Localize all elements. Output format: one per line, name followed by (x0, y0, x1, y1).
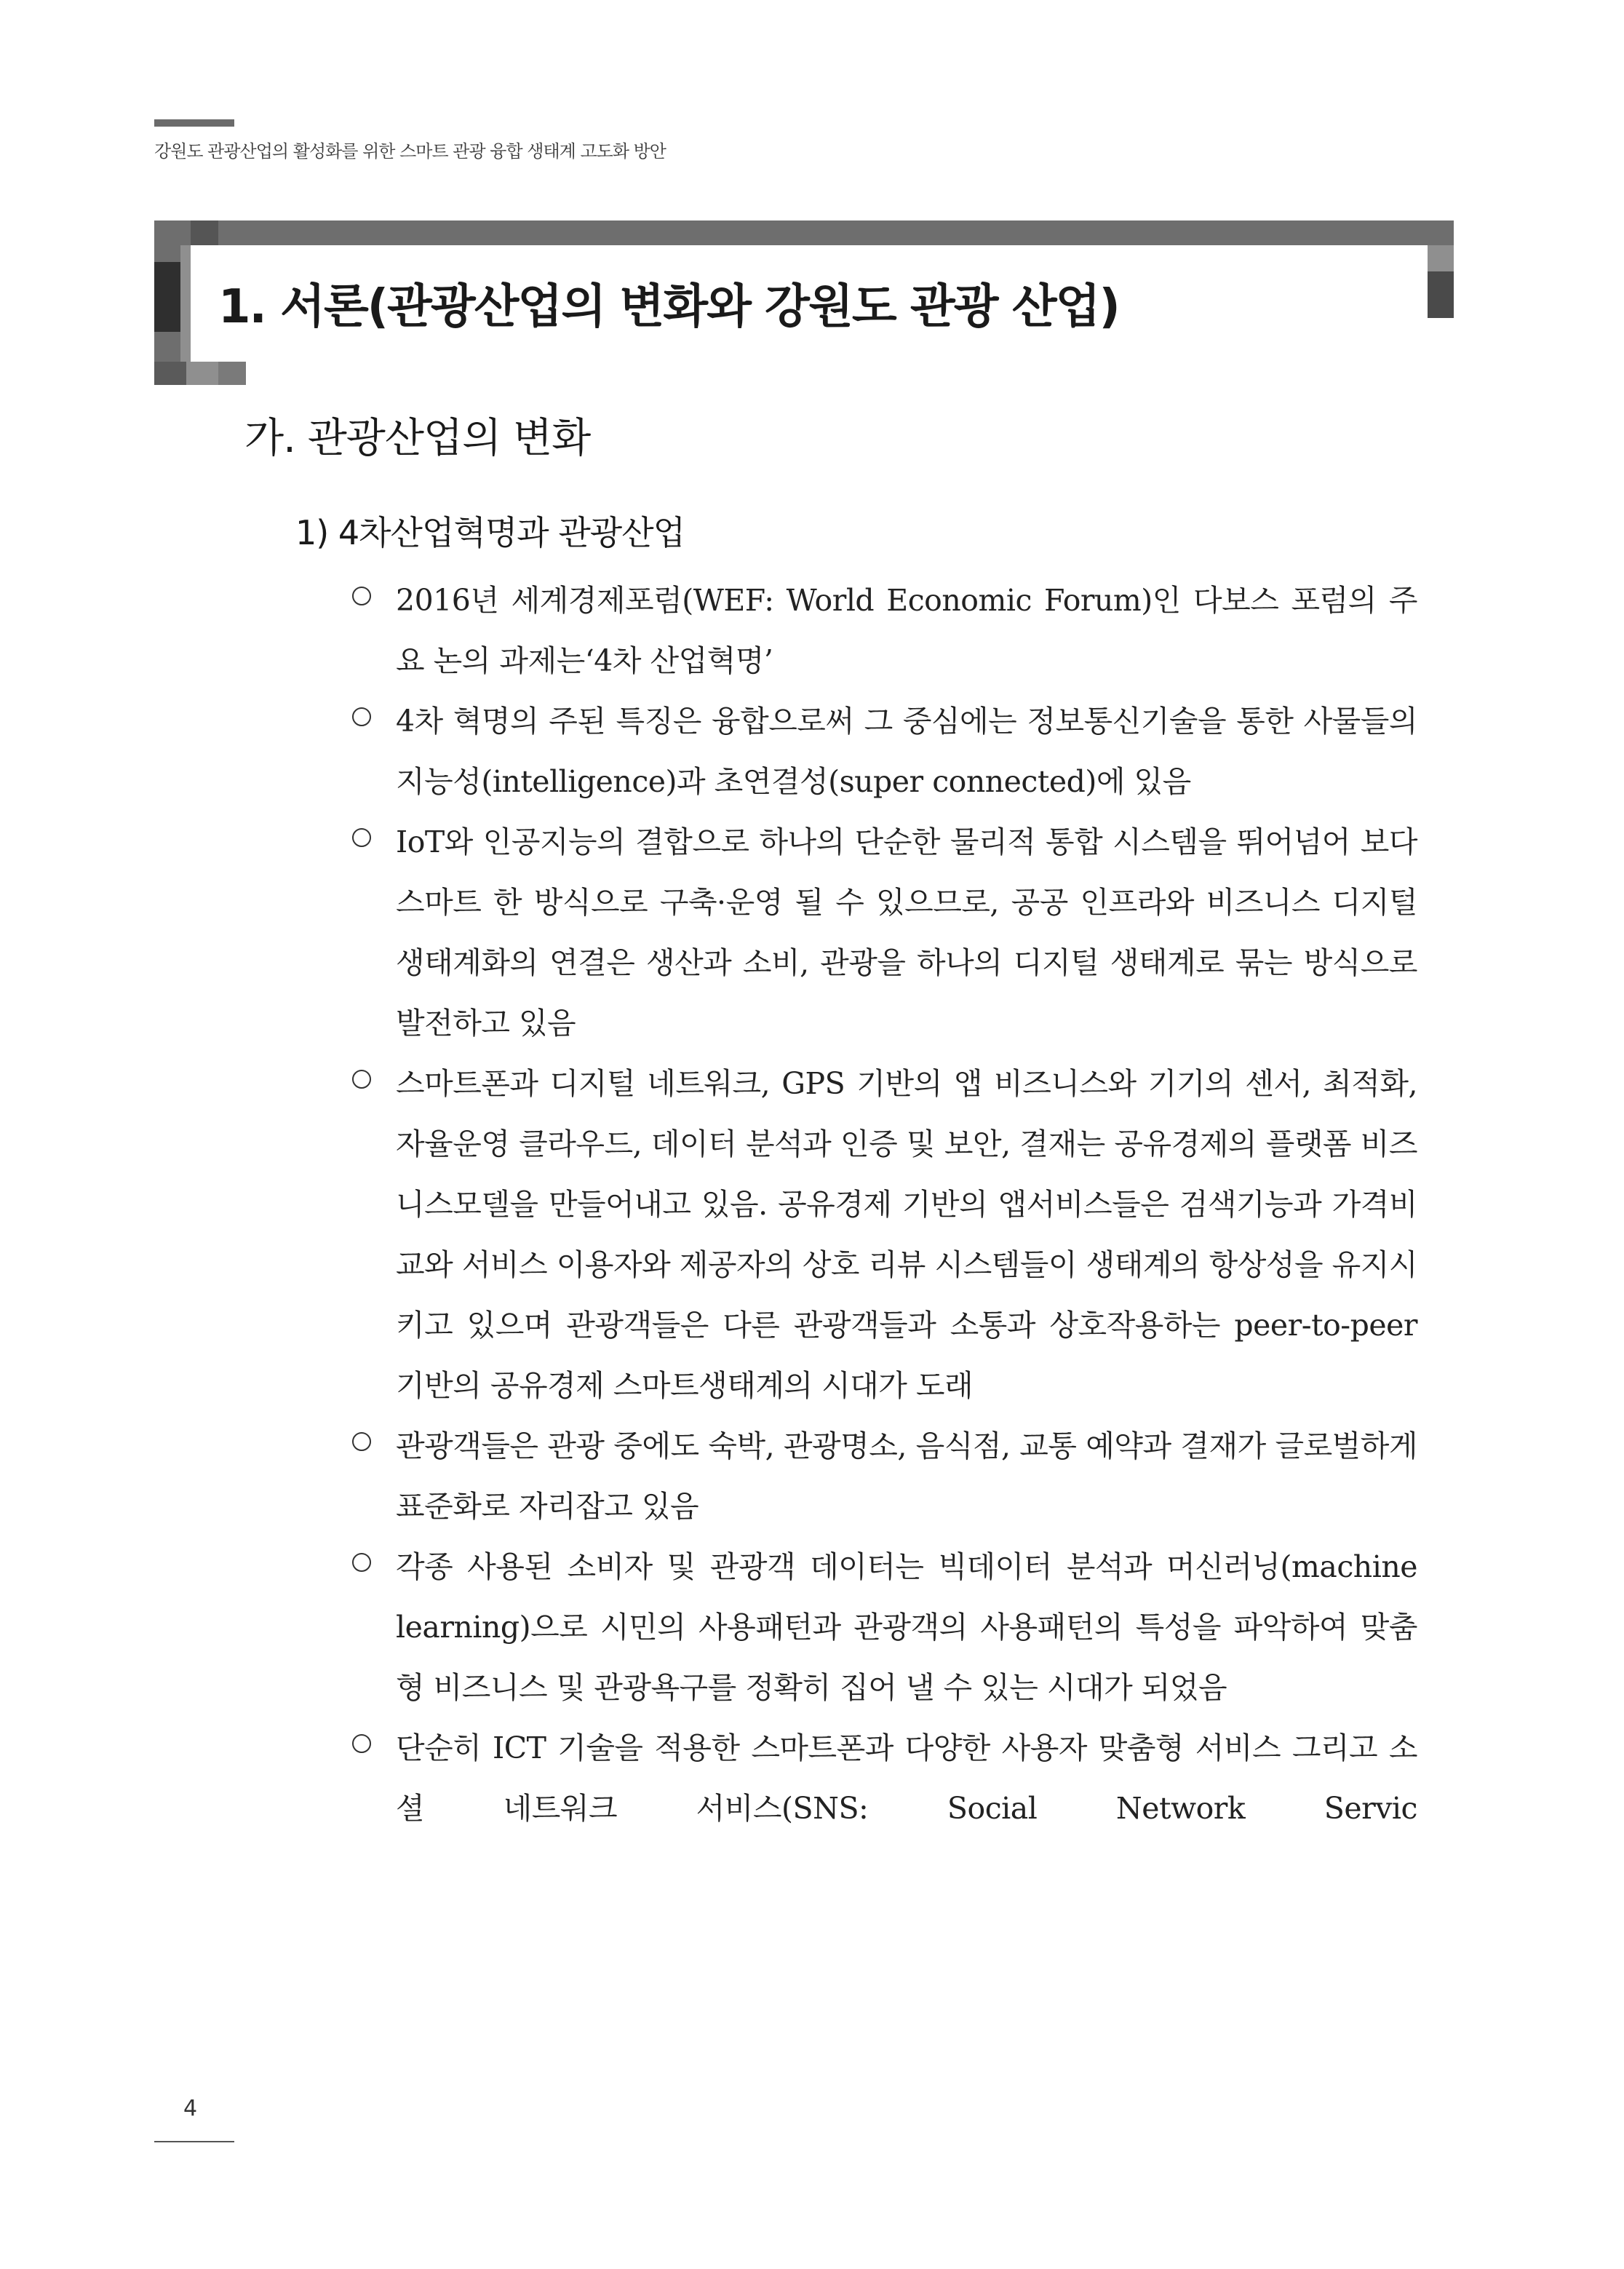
chapter-title: 1. 서론(관광산업의 변화와 강원도 관광 산업) (218, 280, 1119, 334)
bullet-item (342, 571, 1417, 691)
bullet-list (342, 571, 1417, 1839)
circle-bullet-icon (352, 1553, 371, 1572)
bullet-item (342, 812, 1417, 1054)
section-heading: 가. 관광산업의 변화 (244, 415, 591, 462)
footer-rule (154, 2141, 234, 2142)
chapter-frame-bottom-dark (154, 362, 186, 385)
circle-bullet-icon (352, 587, 371, 605)
subsection-heading: 1) 4차산업혁명과 관광산업 (295, 513, 685, 552)
bullet-text: 단순히 ICT 기술을 적용한 스마트폰과 다양한 사용자 맞춤형 서비스 그리고 소셜 네트워크 서비스(SNS: Social Network Servic (396, 1730, 1417, 1826)
chapter-frame-bottom-mid (218, 362, 246, 385)
running-header: 강원도 관광산업의 활성화를 위한 스마트 관광 융합 생태계 고도화 방안 (154, 141, 666, 162)
bullet-item (342, 1054, 1417, 1416)
bullet-text: 관광객들은 관광 중에도 숙박, 관광명소, 음식점, 교통 예약과 결재가 글로벌하게 표준화로 자리잡고 있음 (396, 1428, 1417, 1524)
chapter-frame-left-dark (154, 262, 180, 332)
bullet-item (342, 1718, 1417, 1839)
bullet-text: 2016년 세계경제포럼(WEF: World Economic Forum)인 다보스 포럼의 주요 논의 과제는‘4차 산업혁명’ (396, 583, 1417, 678)
bullet-text: IoT와 인공지능의 결합으로 하나의 단순한 물리적 통합 시스템을 뛰어넘어 보다 스마트 한 방식으로 구축·운영 될 수 있으므로, 공공 인프라와 비즈니스 디지털 생태계화의 연결은 생산과 소비, 관광을 하나의 디지털 생태계로 묶는 방식으로 발전하고 있음 (396, 824, 1417, 1041)
bullet-item (342, 691, 1417, 812)
bullet-item (342, 1416, 1417, 1537)
circle-bullet-icon (352, 707, 371, 726)
chapter-frame-right-dark (1428, 271, 1454, 318)
circle-bullet-icon (352, 1432, 371, 1451)
header-rule (154, 119, 234, 127)
bullet-text: 스마트폰과 디지털 네트워크, GPS 기반의 앱 비즈니스와 기기의 센서, 최적화, 자율운영 클라우드, 데이터 분석과 인증 및 보안, 결재는 공유경제의 플랫폼 비즈니스모델을 만들어내고 있음. 공유경제 기반의 앱서비스들은 검색기능과 가격비교와 서비스 이용자와 제공자의 상호 리뷰 시스템들이 생태계의 항상성을 유지시키고 있으며 관광객들은 다른 관광객들과 소통과 상호작용하는 peer-to-peer 기반의 공유경제 스마트생태계의 시대가 도래 (396, 1066, 1417, 1403)
bullet-text: 4차 혁명의 주된 특징은 융합으로써 그 중심에는 정보통신기술을 통한 사물들의 지능성(intelligence)과 초연결성(super connected)에 있음 (396, 704, 1417, 799)
circle-bullet-icon (352, 1734, 371, 1753)
page-number: 4 (183, 2096, 198, 2121)
circle-bullet-icon (352, 828, 371, 847)
chapter-frame-right-light (1428, 245, 1454, 271)
bullet-text: 각종 사용된 소비자 및 관광객 데이터는 빅데이터 분석과 머신러닝(machine learning)으로 시민의 사용패턴과 관광객의 사용패턴의 특성을 파악하여 맞춤형 비즈니스 및 관광욕구를 정확히 집어 낼 수 있는 시대가 되었음 (396, 1549, 1417, 1705)
chapter-frame-top (154, 220, 1454, 245)
circle-bullet-icon (352, 1070, 371, 1089)
bullet-item (342, 1537, 1417, 1718)
